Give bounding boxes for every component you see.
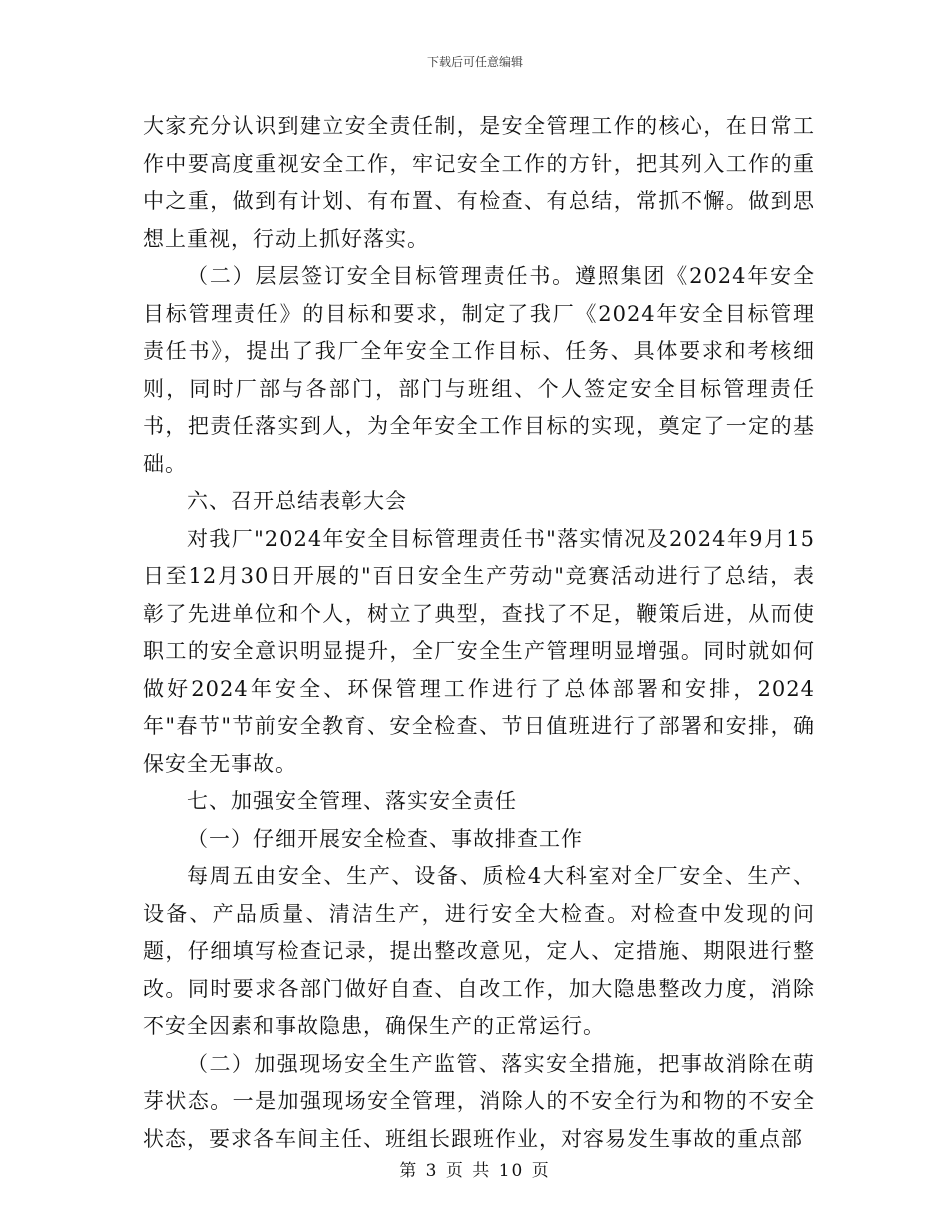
paragraph: （二）加强现场安全生产监管、落实安全措施，把事故消除在萌芽状态。一是加强现场安全管理，消除人的不安全行为和物的不安全状态，要求各车间主任、班组长跟班作业，对容易发生事故的重点部 [143,1051,815,1151]
section-heading: 六、召开总结表彰大会 [187,489,407,513]
page-number: 第 3 页 共 10 页 [399,1161,551,1181]
section-heading: 七、加强安全管理、落实安全责任 [187,789,517,813]
document-body [143,108,815,1158]
paragraph: 对我厂"2024年安全目标管理责任书"落实情况及2024年9月15日至12月30日开展的"百日安全生产劳动"竞赛活动进行了总结，表彰了先进单位和个人，树立了典型，查找了不足，鞭策后进，从而使职工的安全意识明显提升，全厂安全生产管理明显增强。同时就如何做好2024年安全、环保管理工作进行了总体部署和安排，2024年"春节"节前安全教育、安全检查、节日值班进行了部署和安排，确保安全无事故。 [143,526,815,776]
page-header: 下载后可任意编辑 [426,55,523,69]
paragraph: 每周五由安全、生产、设备、质检4大科室对全厂安全、生产、设备、产品质量、清洁生产，进行安全大检查。对检查中发现的问题，仔细填写检查记录，提出整改意见，定人、定措施、期限进行整改。同时要求各部门做好自查、自改工作，加大隐患整改力度，消除不安全因素和事故隐患，确保生产的正常运行。 [143,864,815,1038]
paragraph: （二）层层签订安全目标管理责任书。遵照集团《2024年安全目标管理责任》的目标和要求，制定了我厂《2024年安全目标管理责任书》，提出了我厂全年安全工作目标、任务、具体要求和考核细则，同时厂部与各部门，部门与班组、个人签定安全目标管理责任书，把责任落实到人，为全年安全工作目标的实现，奠定了一定的基础。 [143,264,815,476]
subsection-heading: （一）仔细开展安全检查、事故排查工作 [187,826,583,851]
paragraph: 大家充分认识到建立安全责任制，是安全管理工作的核心，在日常工作中要高度重视安全工作，牢记安全工作的方针，把其列入工作的重中之重，做到有计划、有布置、有检查、有总结，常抓不懈。做到思想上重视，行动上抓好落实。 [143,114,815,251]
